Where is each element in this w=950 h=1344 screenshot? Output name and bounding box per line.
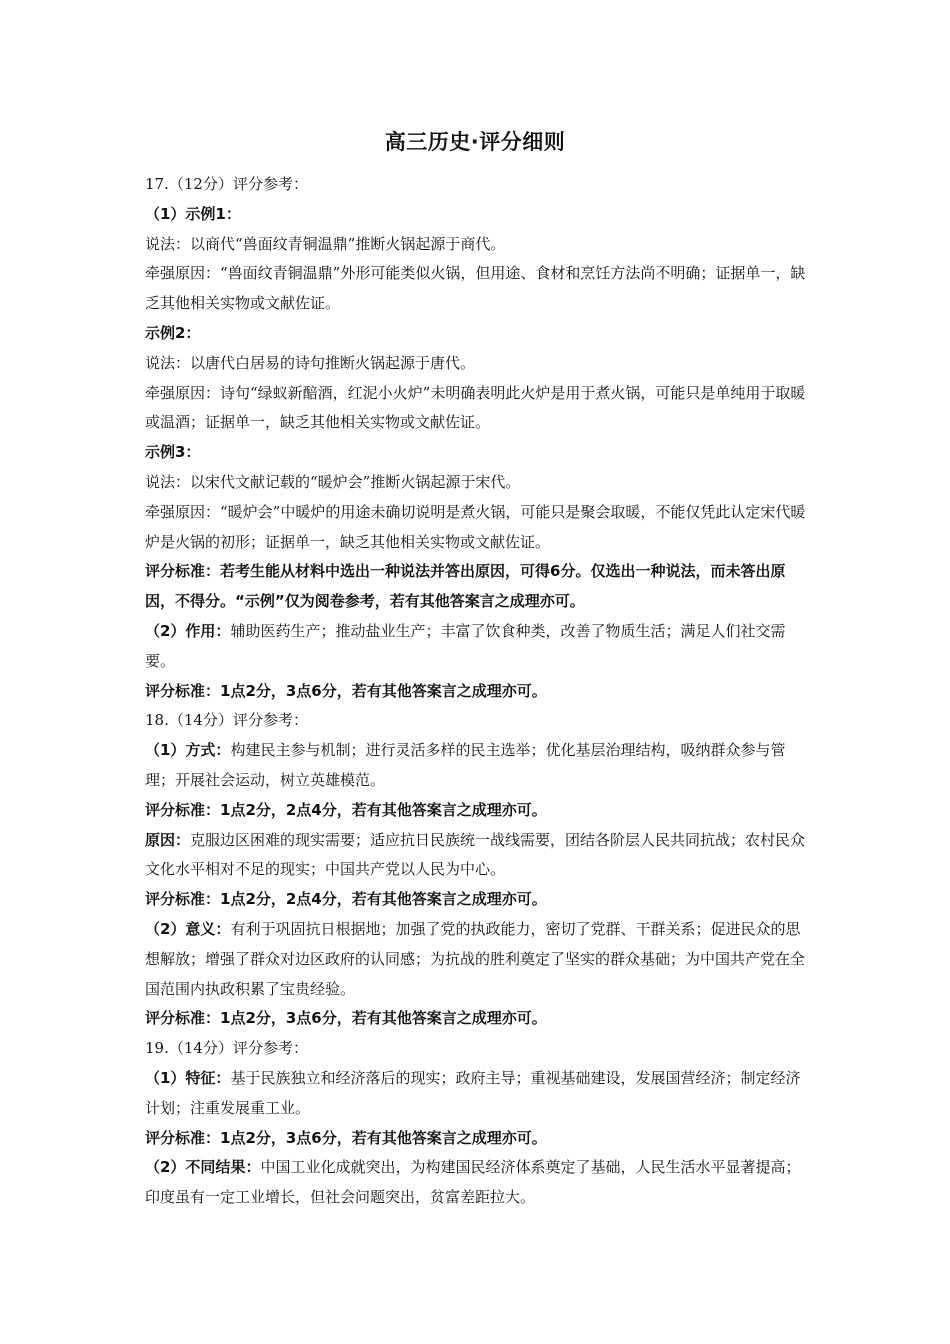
q17-scoring-standard-1: 评分标准：若考生能从材料中选出一种说法并答出原因，可得6分。仅选出一种说法，而未答出原因，不得分。“示例”仅为阅卷参考，若有其他答案言之成理亦可。 <box>145 562 786 611</box>
q18-scoring-standard-3: 评分标准：1点2分，3点6分，若有其他答案言之成理亦可。 <box>145 1009 547 1028</box>
q17-part2 <box>145 617 810 677</box>
q17-example1-claim: 说法：以商代“兽面纹青铜温鼎”推断火锅起源于商代。 <box>145 234 506 253</box>
q18-part1-label: （1）方式： <box>145 741 231 760</box>
q18-reason-label: 原因： <box>145 830 191 849</box>
q17-example2-label: 示例2： <box>145 323 201 342</box>
q18-scoring-standard-2: 评分标准：1点2分，2点4分，若有其他答案言之成理亦可。 <box>145 890 547 909</box>
q18-header: 18.（14分）评分参考： <box>145 711 308 730</box>
q18-reason <box>145 826 810 886</box>
q17-scoring-standard-2: 评分标准：1点2分，3点6分，若有其他答案言之成理亦可。 <box>145 681 547 700</box>
q17-example2-claim: 说法：以唐代白居易的诗句推断火锅起源于唐代。 <box>145 353 476 372</box>
q19-scoring-standard-1: 评分标准：1点2分，3点6分，若有其他答案言之成理亦可。 <box>145 1128 547 1147</box>
q18-part1 <box>145 736 810 796</box>
q18-part2 <box>145 915 810 1004</box>
q18-reason-text: 克服边区困难的现实需要；适应抗日民族统一战线需要，团结各阶层人民共同抗战；农村民众文化水平相对不足的现实；中国共产党以人民为中心。 <box>145 830 806 879</box>
q17-example3-reason: 牵强原因：“暖炉会”中暖炉的用途未确切说明是煮火锅，可能只是聚会取暖，不能仅凭此认定宋代暖炉是火锅的初形；证据单一，缺乏其他相关实物或文献佐证。 <box>145 502 806 551</box>
q18-part2-label: （2）意义： <box>145 919 231 938</box>
q19-part2 <box>145 1153 810 1213</box>
q17-part1-label: （1）示例1： <box>145 204 241 223</box>
q17-header: 17.（12分）评分参考： <box>145 175 308 193</box>
q17-example3-claim: 说法：以宋代文献记载的“暖炉会”推断火锅起源于宋代。 <box>145 472 521 491</box>
q17-part2-text: 辅助医药生产；推动盐业生产；丰富了饮食种类，改善了物质生活；满足人们社交需要。 <box>145 621 786 670</box>
q17-example3-label: 示例3： <box>145 443 201 462</box>
q19-part1-label: （1）特征： <box>145 1068 231 1087</box>
q18-scoring-standard-1: 评分标准：1点2分，2点4分，若有其他答案言之成理亦可。 <box>145 800 547 819</box>
q19-part1-text: 基于民族独立和经济落后的现实；政府主导；重视基础建设，发展国营经济；制定经济计划；注重发展重工业。 <box>145 1068 801 1117</box>
q17-part2-label: （2）作用： <box>145 621 231 640</box>
page-title: 高三历史·评分细则 <box>384 130 566 154</box>
q17-example1-reason: 牵强原因：“兽面纹青铜温鼎”外形可能类似火锅，但用途、食材和烹饪方法尚不明确；证据单一，缺乏其他相关实物或文献佐证。 <box>145 264 806 313</box>
q19-header: 19.（14分）评分参考： <box>145 1039 308 1058</box>
q18-part2-text: 有利于巩固抗日根据地；加强了党的执政能力，密切了党群、干群关系；促进民众的思想解放；增强了群众对边区政府的认同感；为抗战的胜利奠定了坚实的群众基础；为中国共产党在全国范围内执政积累了宝贵经验。 <box>145 919 806 998</box>
q19-part2-text: 中国工业化成就突出，为构建国民经济体系奠定了基础，人民生活水平显著提高；印度虽有一定工业增长，但社会问题突出，贫富差距拉大。 <box>145 1158 801 1207</box>
q19-part2-label: （2）不同结果： <box>145 1158 261 1177</box>
document-body <box>145 170 810 1213</box>
q18-part1-text: 构建民主参与机制；进行灵活多样的民主选举；优化基层治理结构，吸纳群众参与管理；开展社会运动，树立英雄模范。 <box>145 741 786 789</box>
q19-part1 <box>145 1064 810 1124</box>
q17-example2-reason: 牵强原因：诗句“绿蚁新醅酒，红泥小火炉”未明确表明此火炉是用于煮火锅，可能只是单纯用于取暖或温酒；证据单一，缺乏其他相关实物或文献佐证。 <box>145 383 806 432</box>
